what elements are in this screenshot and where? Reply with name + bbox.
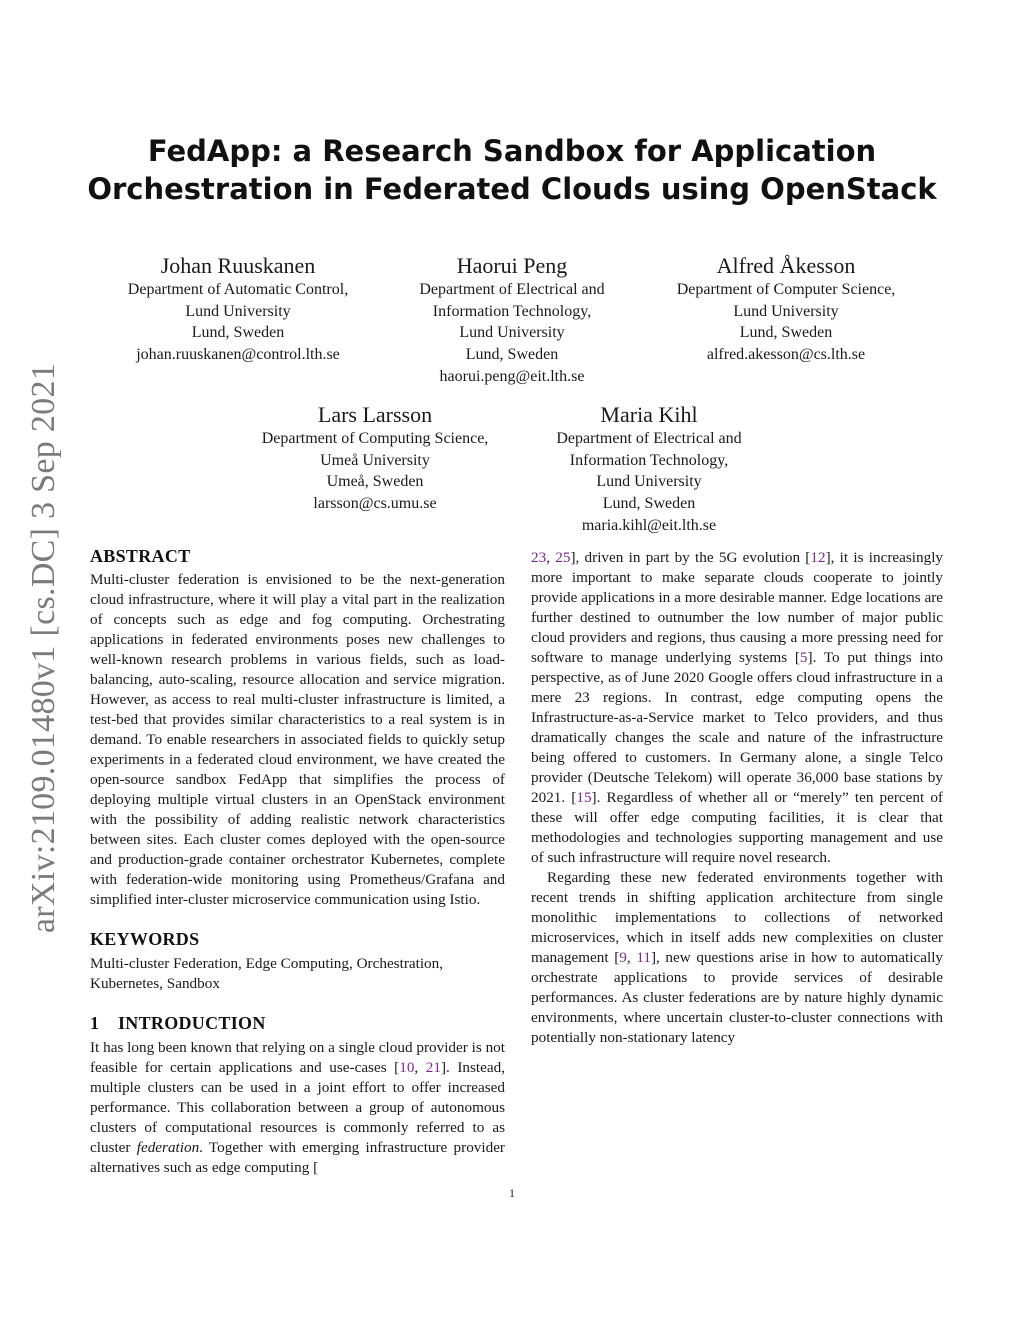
author-institution: Lund University bbox=[459, 324, 565, 342]
citation-link[interactable]: 9 bbox=[619, 949, 627, 966]
author-institution: Lund University bbox=[733, 302, 839, 320]
author-block bbox=[245, 402, 505, 515]
citation-link[interactable]: 23 bbox=[531, 549, 547, 566]
author-department: Department of Electrical and bbox=[556, 430, 742, 447]
paper-title-line-1: FedApp: a Research Sandbox for Application bbox=[147, 134, 877, 168]
citation-link[interactable]: 10 bbox=[399, 1059, 415, 1076]
author-institution: Lund University bbox=[596, 473, 702, 491]
author-department: Department of Computer Science, bbox=[676, 281, 896, 298]
intro-paragraph-1: It has long been known that relying on a single cloud provider is not feasible for certain applications and use-cases [10, 21]. Instead, multiple clusters can be used in a joint effort to offer increased performance. This collaboration between a group of autonomous clusters of computational resources is commonly referred to as cluster federation. Together with emerging infrastructure provider alternatives such as edge computing [ bbox=[90, 1039, 506, 1176]
intro-paragraph-1-continued: 23, 25], driven in part by the 5G evolution [12], it is increasingly more important to make separate clouds cooperate to jointly provide applications in a more desirable manner. Edge locations are further destined to outnumber the low number of major public cloud providers and regions, thus causing a more pressing need for software to manage underlying systems [5]. To put things into perspective, as of June 2020 Google offers cloud infrastructure in a mere 23 regions. In contrast, edge computing opens the Infrastructure-as-a-Service market to Telco providers, and thus dramatically changes the scale and nature of the infrastructure being offered to customers. In Germany alone, a single Telco provider (Deutsche Telekom) will operate 36,000 base stations by 2021. [15]. Regardless of whether all or “merely” ten percent of these will offer edge computing facilities, it is clear that methodologies and technologies supporting management and use of such infrastructure will require novel research. bbox=[531, 549, 944, 866]
author-email[interactable]: haorui.peng@eit.lth.se bbox=[439, 367, 585, 385]
author-block bbox=[656, 253, 916, 366]
author-name: Alfred Åkesson bbox=[716, 253, 856, 278]
citation-link[interactable]: 11 bbox=[636, 949, 651, 966]
left-column bbox=[90, 546, 506, 1176]
author-institution: Lund University bbox=[185, 302, 291, 320]
author-name: Johan Ruuskanen bbox=[160, 253, 316, 278]
arxiv-identifier-text: arXiv:2109.01480v1 [cs.DC] 3 Sep 2021 bbox=[25, 362, 62, 934]
author-block bbox=[520, 402, 778, 537]
section-number: 1 bbox=[90, 1013, 100, 1033]
author-location: Umeå, Sweden bbox=[326, 473, 424, 491]
author-location: Lund, Sweden bbox=[191, 324, 285, 342]
author-location: Lund, Sweden bbox=[465, 346, 559, 364]
author-department-cont: Information Technology, bbox=[569, 451, 729, 469]
keywords-heading: KEYWORDS bbox=[90, 929, 200, 949]
citation-link[interactable]: 5 bbox=[799, 649, 808, 666]
author-department: Department of Automatic Control, bbox=[127, 281, 349, 298]
author-department-cont: Information Technology, bbox=[432, 302, 592, 320]
author-email[interactable]: larsson@cs.umu.se bbox=[313, 495, 437, 513]
citation-link[interactable]: 25 bbox=[555, 549, 571, 566]
right-column bbox=[531, 548, 943, 1048]
author-block bbox=[108, 253, 368, 366]
author-email[interactable]: maria.kihl@eit.lth.se bbox=[581, 516, 717, 534]
author-email[interactable]: johan.ruuskanen@control.lth.se bbox=[136, 346, 340, 364]
page-number: 1 bbox=[509, 1186, 515, 1200]
author-email[interactable]: alfred.akesson@cs.lth.se bbox=[706, 346, 866, 364]
citation-link[interactable]: 12 bbox=[810, 549, 826, 566]
introduction-heading bbox=[90, 1013, 505, 1033]
author-location: Lund, Sweden bbox=[739, 324, 833, 342]
author-location: Lund, Sweden bbox=[602, 495, 696, 513]
author-block bbox=[383, 253, 641, 388]
author-name: Maria Kihl bbox=[600, 402, 698, 427]
author-institution: Umeå University bbox=[320, 451, 430, 469]
intro-paragraph-2: Regarding these new federated environments together with recent trends in shifting application architecture from single monolithic implementations to collections of networked microservices, which in itself adds new complexities on cluster management [9, 11], new questions arise in how to automatically orchestrate applications to provide services of desirable performances. As cluster federations are by nature highly dynamic environments, where uncertain cluster-to-cluster connections with potentially non-stationary latency bbox=[531, 869, 944, 1046]
section-title: INTRODUCTION bbox=[118, 1013, 266, 1033]
author-department: Department of Computing Science, bbox=[261, 430, 489, 447]
paper-title-line-2: Orchestration in Federated Clouds using OpenStack bbox=[87, 172, 937, 206]
abstract-heading: ABSTRACT bbox=[90, 546, 191, 566]
abstract-text: Multi-cluster federation is envisioned to be the next-generation cloud infrastructure, where it will play a vital part in the realization of concepts such as edge and fog computing. Orchestrating applications in federated environments poses new challenges to well-known research problems in various fields, such as load-balancing, auto-scaling, resource allocation and service migration. However, as access to real multi-cluster infrastructure is limited, a test-bed that provides similar characteristics to a real system is in demand. To enable researchers in associated fields to quickly setup experiments in a federated cloud environment, we have created the open-source sandbox FedApp that simplifies the process of deploying multiple virtual clusters in an OpenStack environment with the possibility of adding realistic network characteristics between sites. Each cluster comes deployed with the open-source and production-grade container orchestrator Kubernetes, complete with federation-wide monitoring using Prometheus/Grafana and simplified inter-cluster microservice communication using Istio. bbox=[90, 571, 505, 908]
author-name: Lars Larsson bbox=[317, 402, 433, 427]
author-name: Haorui Peng bbox=[456, 253, 568, 278]
author-department: Department of Electrical and bbox=[419, 281, 605, 298]
citation-link[interactable]: 15 bbox=[576, 789, 592, 806]
keywords-text: Multi-cluster Federation, Edge Computing, Orchestration, Kubernetes, Sandbox bbox=[90, 955, 444, 992]
citation-link[interactable]: 21 bbox=[425, 1059, 441, 1076]
